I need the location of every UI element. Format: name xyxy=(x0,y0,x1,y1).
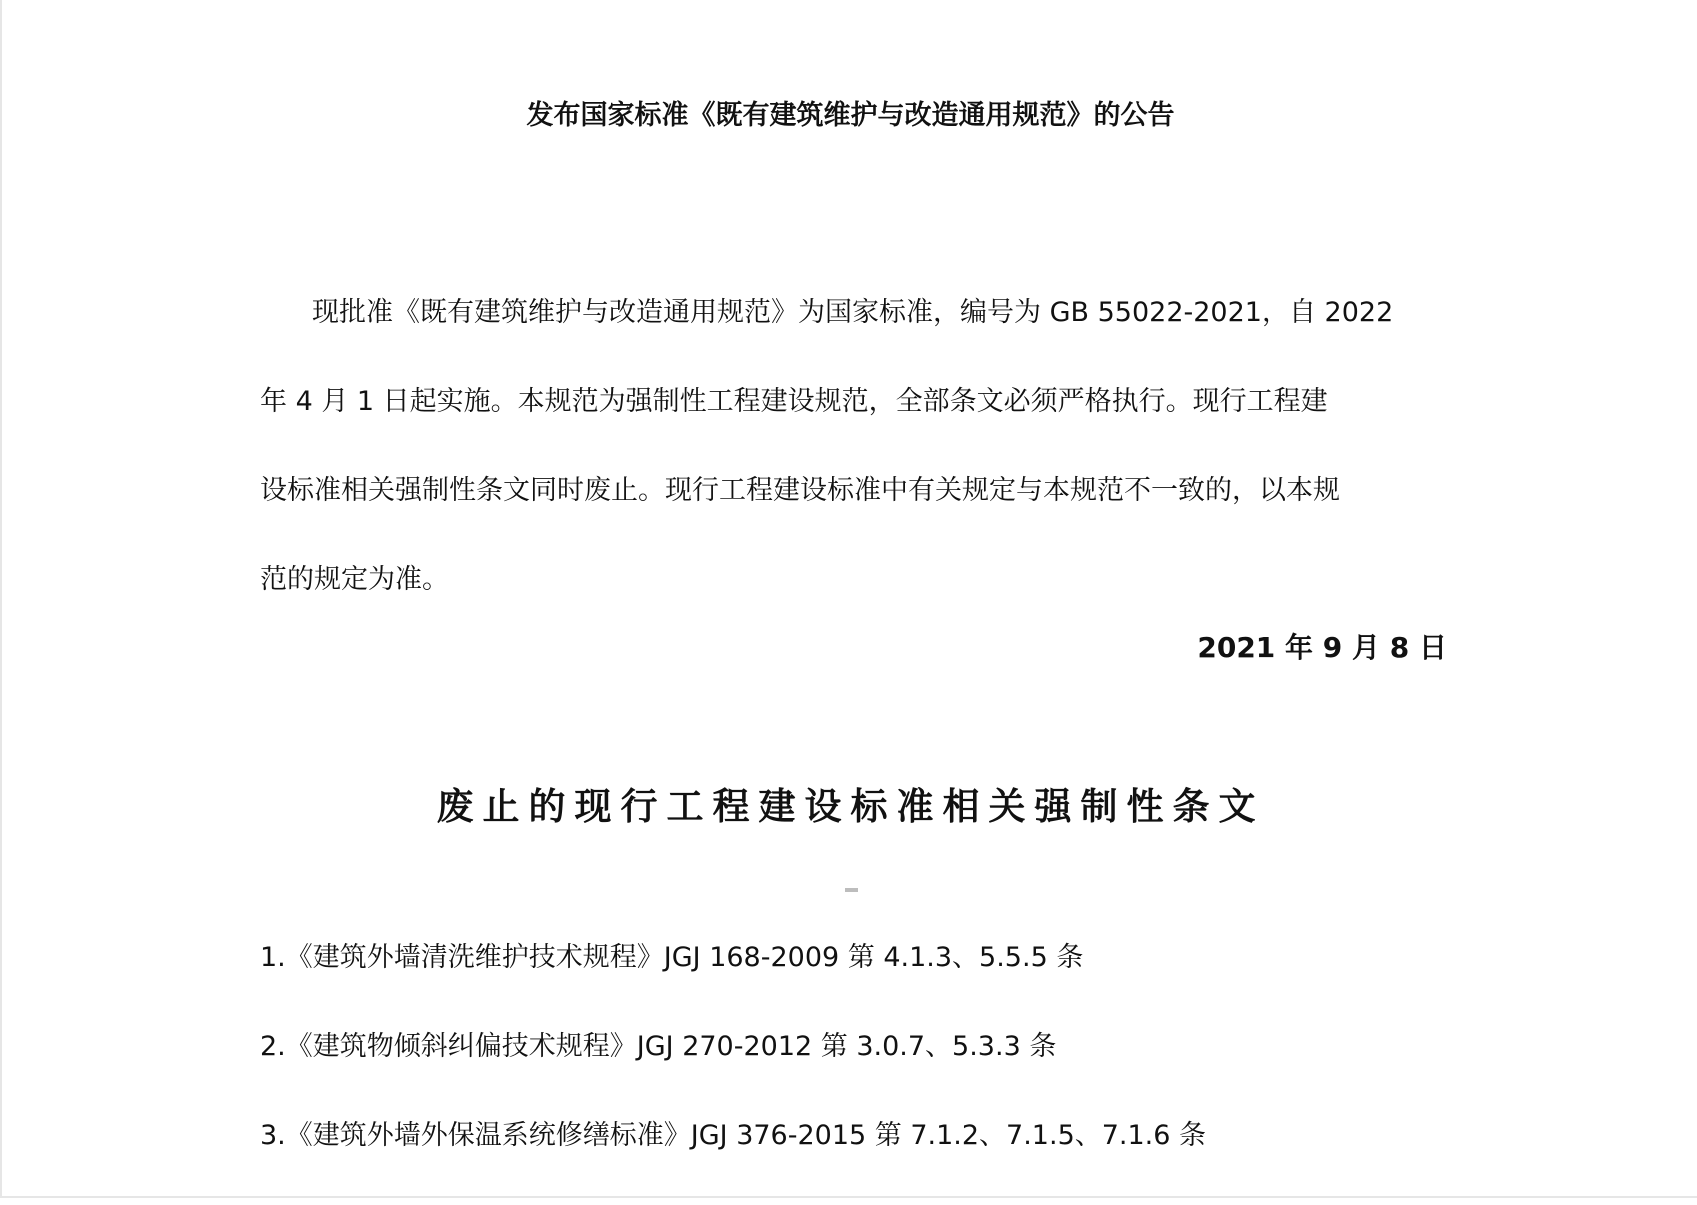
notice-title: 发布国家标准《既有建筑维护与改造通用规范》的公告 xyxy=(526,100,1175,131)
list-item: 2.《建筑物倾斜纠偏技术规程》JGJ 270-2012 第 3.0.7、5.3.3 条 xyxy=(260,1031,1057,1062)
notice-body-line: 现批准《既有建筑维护与改造通用规范》为国家标准，编号为 GB 55022-2021，自 2022 xyxy=(312,297,1394,328)
notice-body xyxy=(260,268,1448,624)
notice-body-line: 设标准相关强制性条文同时废止。现行工程建设标准中有关规定与本规范不一致的，以本规 xyxy=(260,475,1340,506)
divider-mark xyxy=(845,888,858,892)
list-item: 3.《建筑外墙外保温系统修缮标准》JGJ 376-2015 第 7.1.2、7.1.5、7.1.6 条 xyxy=(260,1120,1207,1151)
section-title: 废止的现行工程建设标准相关强制性条文 xyxy=(436,785,1265,828)
list-item: 1.《建筑外墙清洗维护技术规程》JGJ 168-2009 第 4.1.3、5.5.5 条 xyxy=(260,942,1084,973)
notice-date: 2021 年 9 月 8 日 xyxy=(1197,631,1447,664)
notice-body-line: 年 4 月 1 日起实施。本规范为强制性工程建设规范，全部条文必须严格执行。现行工程建 xyxy=(260,386,1328,417)
repealed-clauses-list xyxy=(260,938,1206,1205)
notice-body-line: 范的规定为准。 xyxy=(260,564,449,595)
